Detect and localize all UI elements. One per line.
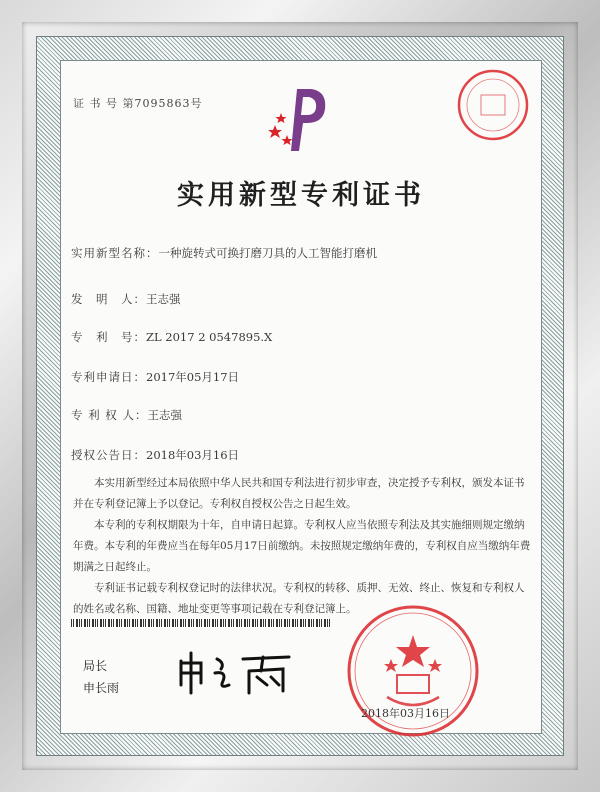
field-value: 2018年03月16日 [146,448,240,462]
certificate-body [73,473,531,620]
certificate-number: 证 书 号 第7095863号 [73,97,203,110]
field-value: ZL 2017 2 0547895.X [146,330,273,344]
field-label: 授权公告日： [71,448,146,462]
director-signature [171,641,301,701]
registration-seal-icon [453,65,533,145]
field-label: 实用新型名称： [71,246,159,260]
director-title: 局长 [83,659,108,673]
body-paragraph: 本实用新型经过本局依照中华人民共和国专利法进行初步审查，决定授予专利权，颁发本证书并在专利登记簿上予以登记。专利权自授权公告之日起生效。 [73,477,525,510]
field-value: 王志强 [147,408,182,422]
certificate-title: 实用新型专利证书 [177,180,425,211]
field-label: 专利申请日： [71,370,146,384]
director-name: 申长雨 [83,681,120,695]
field-value: 王志强 [146,292,181,306]
field-label: 专 利 权 人： [71,408,148,422]
field-utility-model-name [71,245,377,261]
field-value: 一种旋转式可换打磨刀具的人工智能打磨机 [158,246,377,260]
body-paragraph: 专利证书记载专利权登记时的法律状况。专利权的转移、质押、无效、终止、恢复和专利权人的姓名或名称、国籍、地址变更等事项记载在专利登记簿上。 [73,582,525,615]
field-inventor [71,291,181,307]
patent-office-logo-icon [259,79,339,159]
field-patentee [71,407,182,423]
field-label: 专 利 号： [71,330,146,344]
certificate-paper [60,60,542,734]
field-application-date [71,369,239,385]
field-value: 2017年05月17日 [146,370,240,384]
issue-date: 2018年03月16日 [361,707,450,720]
barcode [71,619,331,627]
field-patent-number [71,329,272,345]
field-grant-date [71,447,239,463]
field-label: 发 明 人： [71,292,146,306]
body-paragraph: 本专利的专利权期限为十年，自申请日起算。专利权人应当依照专利法及其实施细则规定缴纳年费。本专利的年费应当在每年05月17日前缴纳。未按照规定缴纳年费的，专利权自应当缴纳年费期满之日起终止。 [73,519,531,573]
